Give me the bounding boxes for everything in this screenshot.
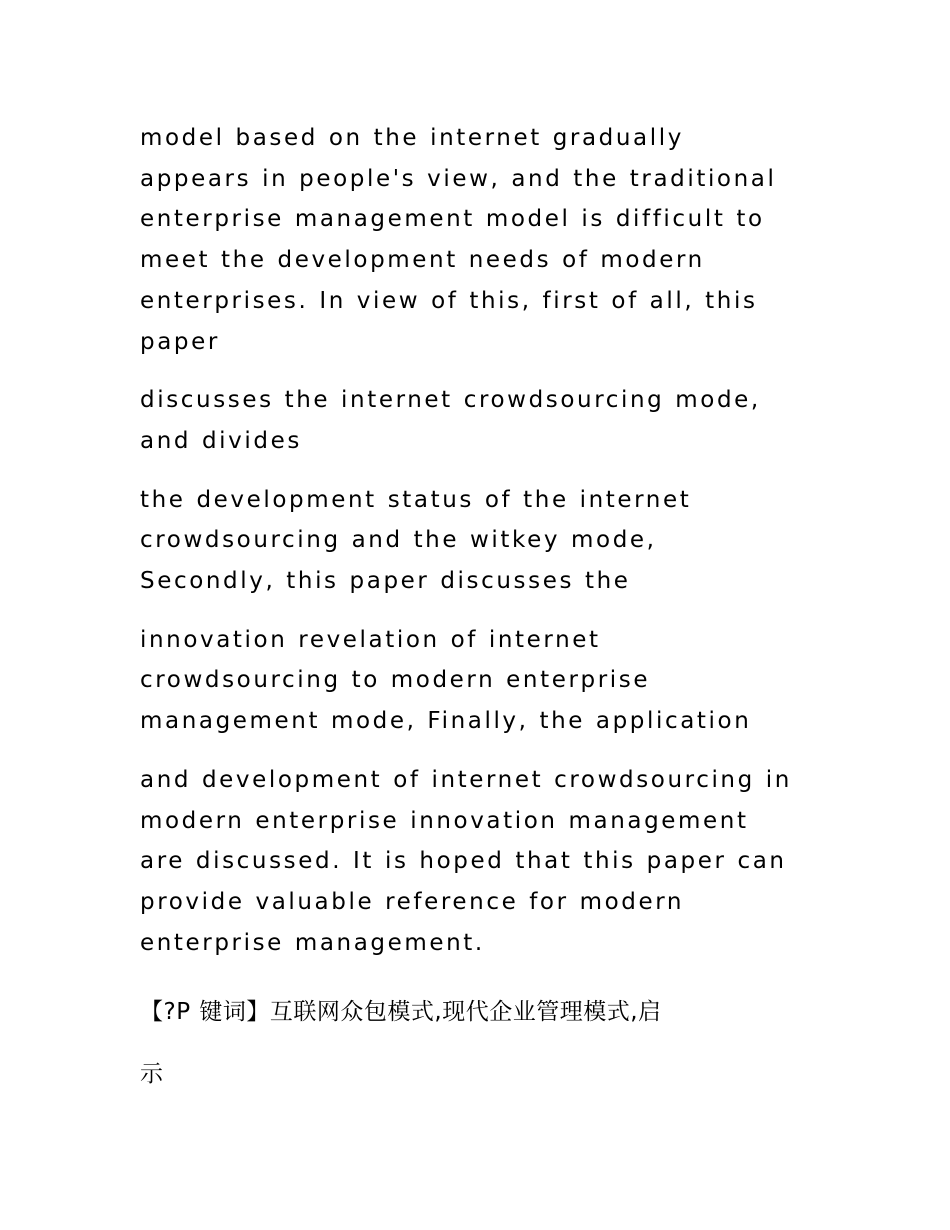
- text-line: meet the development needs of modern: [140, 247, 705, 274]
- text-line: enterprise management.: [140, 929, 485, 956]
- keywords-line: 【?P 键词】互联网众包模式,现代企业管理模式,启: [140, 999, 662, 1026]
- abstract-paragraph-3: [140, 480, 830, 602]
- text-line: discusses the internet crowdsourcing mode,: [140, 387, 761, 414]
- document-page: [140, 118, 830, 1105]
- abstract-paragraph-1: [140, 118, 830, 362]
- text-line: and divides: [140, 427, 302, 454]
- text-line: paper: [140, 328, 220, 355]
- keywords-line: 示: [140, 1061, 164, 1088]
- abstract-paragraph-2: [140, 380, 830, 461]
- text-line: crowdsourcing to modern enterprise: [140, 667, 651, 694]
- text-line: innovation revelation of internet: [140, 626, 601, 653]
- text-line: modern enterprise innovation management: [140, 807, 749, 834]
- text-line: are discussed. It is hoped that this paper can: [140, 848, 787, 875]
- text-line: appears in people's view, and the traditional: [140, 165, 777, 192]
- abstract-paragraph-5: [140, 760, 830, 964]
- text-line: management mode, Finally, the application: [140, 708, 752, 735]
- text-line: crowdsourcing and the witkey mode,: [140, 527, 657, 554]
- text-line: Secondly, this paper discusses the: [140, 568, 631, 595]
- keywords-paragraph: [140, 981, 830, 1105]
- text-line: the development status of the internet: [140, 486, 692, 513]
- text-line: enterprises. In view of this, first of all, this: [140, 287, 758, 314]
- text-line: and development of internet crowdsourcing in: [140, 766, 792, 793]
- abstract-paragraph-4: [140, 620, 830, 742]
- text-line: enterprise management model is difficult to: [140, 206, 765, 233]
- text-line: model based on the internet gradually: [140, 125, 684, 151]
- text-line: provide valuable reference for modern: [140, 888, 685, 915]
